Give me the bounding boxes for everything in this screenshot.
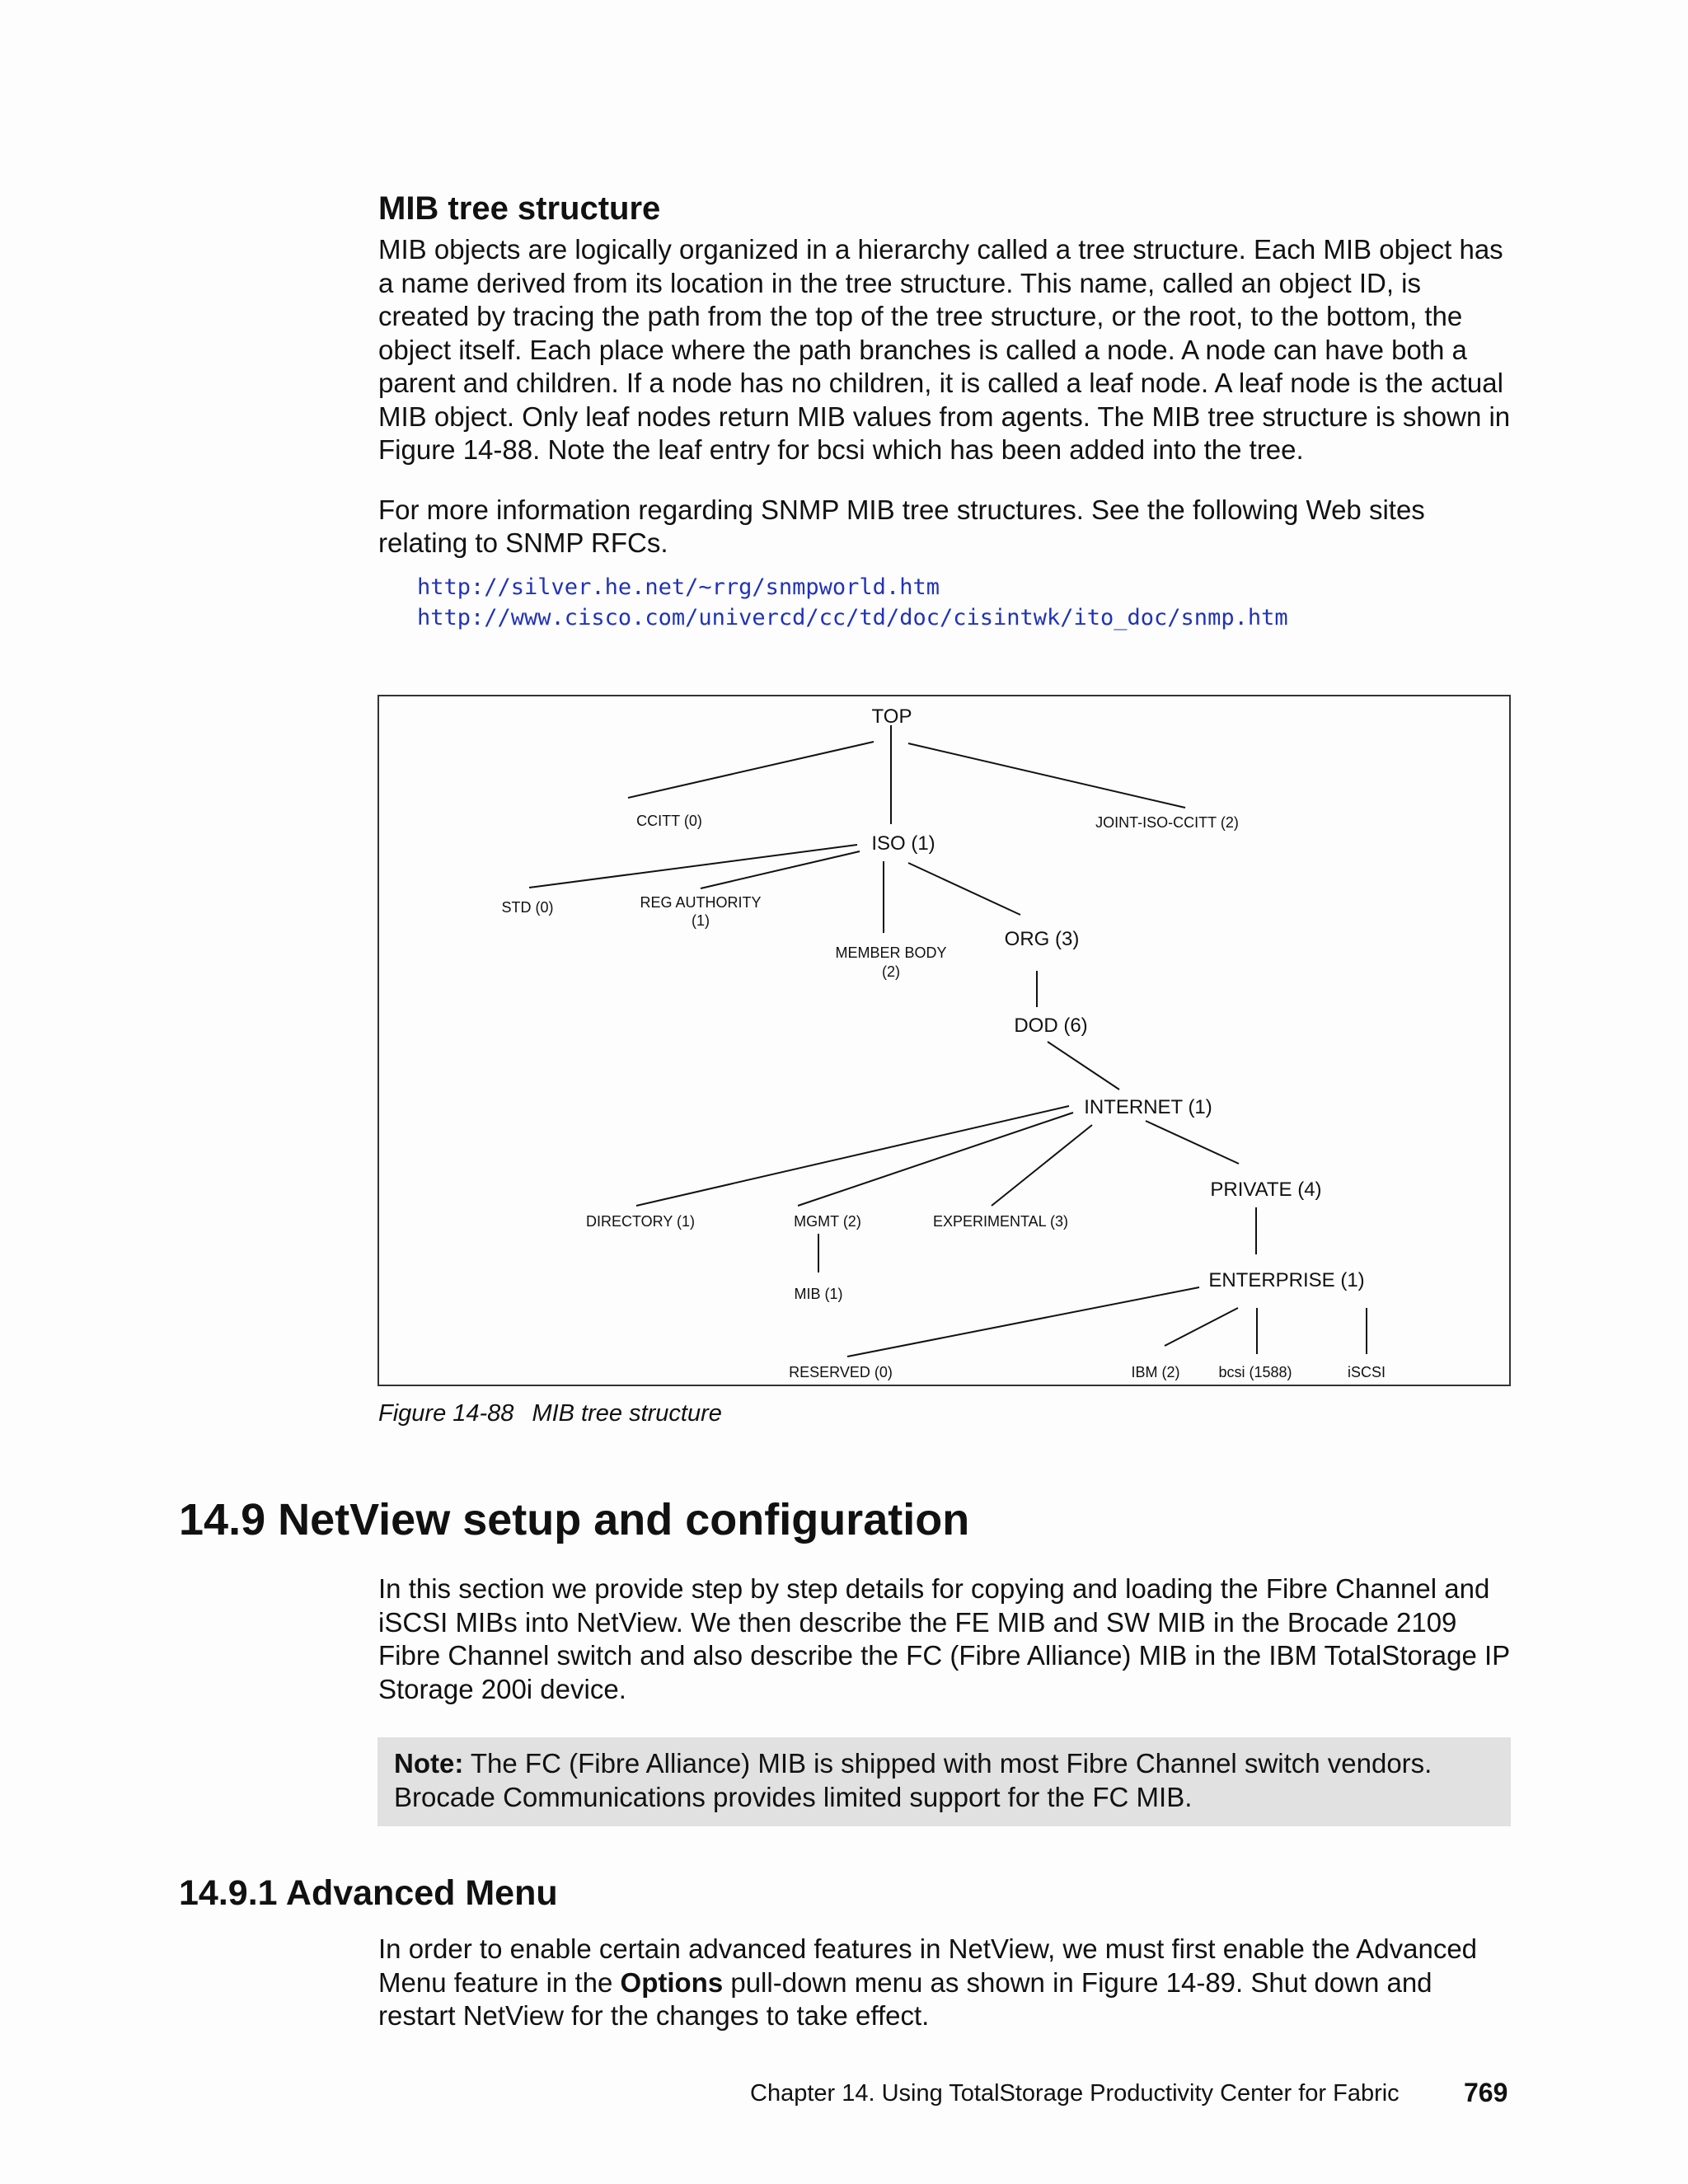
edge-top-joint [908,743,1185,808]
node-experimental: EXPERIMENTAL (3) [932,1213,1069,1230]
edge-internet-private [1146,1121,1239,1164]
node-reg-authority-line2: (1) [692,912,710,929]
edge-iso-org [908,863,1020,915]
note-box [377,1737,1511,1826]
edge-iso-std [529,845,857,888]
figure-caption-title: MIB tree structure [532,1400,722,1427]
node-top: TOP [871,705,912,728]
node-directory: DIRECTORY (1) [585,1213,696,1230]
node-reg-authority-line1: REG AUTHORITY [640,894,762,911]
figure-caption-number: Figure 14-88 [378,1400,514,1427]
note-label: Note: [394,1748,464,1779]
note-text: The FC (Fibre Alliance) MIB is shipped with most Fibre Channel switch vendors. Brocade Communications provides limited support for the FC MIB. [394,1748,1432,1812]
edge-enterprise-ibm [1165,1308,1238,1346]
node-mib: MIB (1) [794,1286,843,1302]
node-bcsi: bcsi (1588) [1218,1364,1292,1380]
mib-tree-figure [377,695,1511,1386]
section-14-9-paragraph: In this section we provide step by step details for copying and loading the Fibre Channel and iSCSI MIBs into NetView. We then describe the FE MIB and SW MIB in the Brocade 2109 Fibre Channel switch and also describe the FC (Fibre Alliance) MIB in the IBM TotalStorage IP Storage 200i device. [378,1573,1510,1704]
snmpworld-link[interactable]: http://silver.he.net/~rrg/snmpworld.htm [417,574,940,600]
section-14-9-1-heading: 14.9.1 Advanced Menu [179,1873,558,1913]
edge-dod-internet [1048,1042,1119,1090]
edge-top-ccitt [628,742,874,798]
footer-chapter-title: Chapter 14. Using TotalStorage Productivity Center for Fabric [750,2080,1400,2107]
section-14-9-1-paragraph [378,1933,1516,2033]
mib-section-body [378,233,1516,560]
section-14-9-heading: 14.9 NetView setup and configuration [179,1495,970,1544]
edge-enterprise-reserved [847,1287,1199,1357]
node-ccitt: CCITT (0) [636,813,702,829]
node-mgmt: MGMT (2) [794,1213,861,1230]
page-number: 769 [1464,2078,1508,2107]
mib-paragraph-1: MIB objects are logically organized in a hierarchy called a tree structure. Each MIB object has a name derived from its location in the tree structure. This name, called an object ID, is created by tracing the path from the top of the tree structure, or the root, to the bottom, the object itself. Each place where the path branches is called a node. A node can have both a parent and children. If a node has no children, it is called a leaf node. A leaf node is the actual MIB object. Only leaf nodes return MIB values from agents. The MIB tree structure is shown in Figure 14-88. Note the leaf entry for bcsi which has been added into the tree. [378,234,1511,465]
edge-iso-reg-authority [701,851,860,888]
advanced-menu-text-after: pull-down menu as shown in Figure 14-89. Shut down and restart NetView for the changes to take effect. [378,1966,1432,2031]
cisco-snmp-link[interactable]: http://www.cisco.com/univercd/cc/td/doc/cisintwk/ito_doc/snmp.htm [417,605,1288,630]
node-org: ORG (3) [1004,928,1080,950]
advanced-menu-text-before: In order to enable certain advanced features in NetView, we must first enable the Advanced Menu feature in the [378,1933,1478,1998]
node-ibm: IBM (2) [1131,1364,1180,1380]
snmp-links [417,572,1288,633]
mib-tree-diagram [379,696,1509,1385]
node-reserved: RESERVED (0) [789,1364,893,1380]
edge-internet-directory [636,1106,1069,1206]
figure-caption [378,1399,722,1428]
node-std: STD (0) [501,899,554,916]
node-iso: ISO (1) [871,832,935,855]
node-joint-iso-ccitt: JOINT-ISO-CCITT (2) [1095,814,1239,831]
node-internet: INTERNET (1) [1084,1096,1212,1118]
options-menu-name: Options [620,1966,724,1998]
node-member-body-line1: MEMBER BODY [835,944,947,961]
node-enterprise: ENTERPRISE (1) [1208,1269,1365,1291]
mib-section-heading: MIB tree structure [378,190,661,227]
node-iscsi: iSCSI [1347,1364,1386,1380]
node-member-body-line2: (2) [882,963,900,980]
node-dod: DOD (6) [1014,1015,1088,1037]
node-private: PRIVATE (4) [1210,1179,1322,1201]
mib-paragraph-2: For more information regarding SNMP MIB tree structures. See the following Web sites relating to SNMP RFCs. [378,494,1425,558]
edge-internet-experimental [992,1125,1092,1206]
